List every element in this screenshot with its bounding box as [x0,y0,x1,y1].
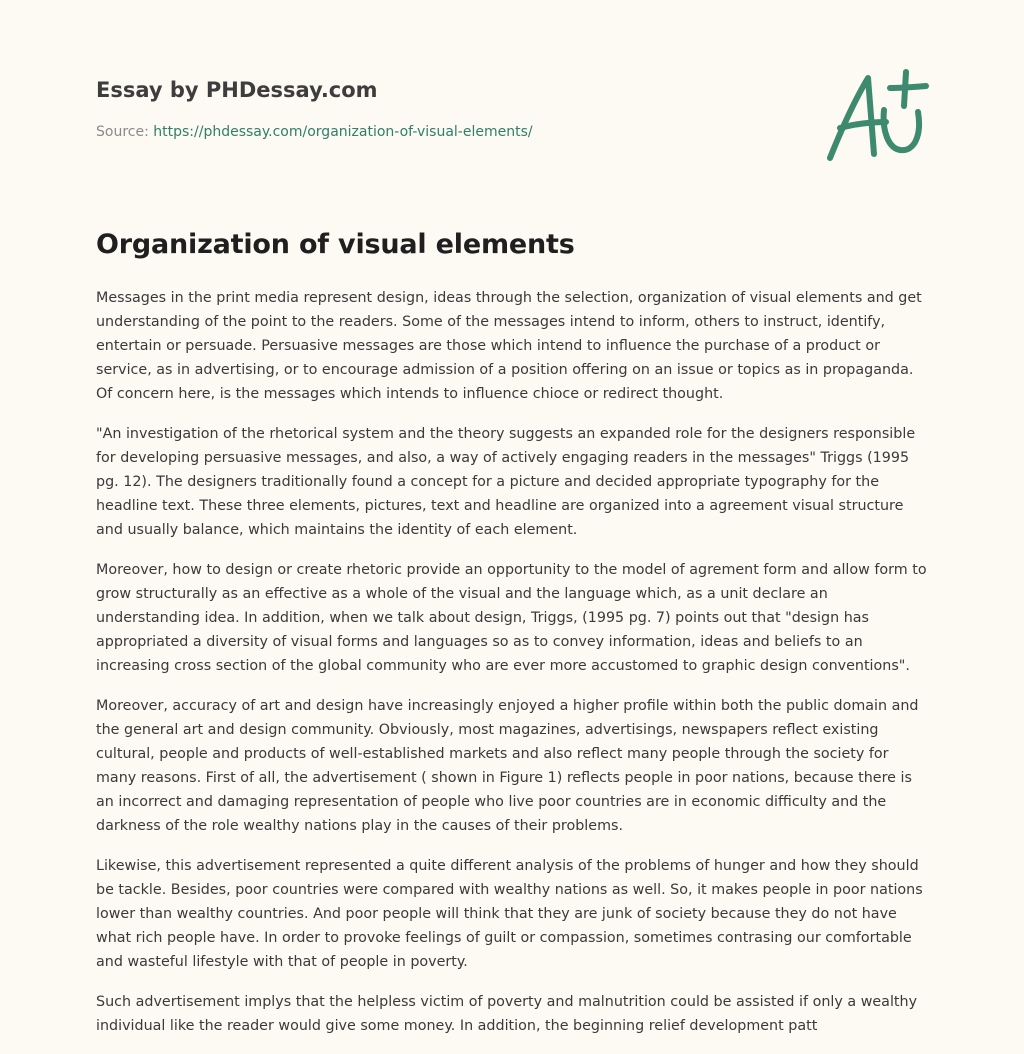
essay-paragraph: Moreover, how to design or create rhetoric provide an opportunity to the model of agrement form and allow form to grow structurally as an effective as a whole of the visual and the language which, as a unit declare an understanding idea. In addition, when we talk about design, Triggs, (1995 pg. 7) points out that "design has appropriated a diversity of visual forms and languages so as to convey information, ideas and beliefs to an increasing cross section of the global community who are ever more accustomed to graphic design conventions". [96,562,927,674]
site-title: Essay by PHDessay.com [96,78,378,102]
essay-title: Organization of visual elements [96,229,575,260]
essay-paragraph: Likewise, this advertisement represented a quite different analysis of the problems of hunger and how they should be tackle. Besides, poor countries were compared with wealthy nations as well. So, it makes people in poor nations lower than wealthy countries. And poor people will think that they are junk of society because they do not have what rich people have. In order to provoke feelings of guilt or compassion, sometimes contrasing our comfortable and wasteful lifestyle with that of people in poverty. [96,858,923,970]
essay-paragraph: Messages in the print media represent design, ideas through the selection, organization of visual elements and get understanding of the point to the readers. Some of the messages intend to inform, others to instruct, identify, entertain or persuade. Persuasive messages are those which intend to influence the purchase of a product or service, as in advertising, or to encourage admission of a position offering on an issue or topics as in propaganda. Of concern here, is the messages which intends to influence chioce or redirect thought. [96,290,922,402]
essay-paragraph: "An investigation of the rhetorical system and the theory suggests an expanded role for the designers responsible for developing persuasive messages, and also, a way of actively engaging readers in the messages" Triggs (1995 pg. 12). The designers traditionally found a concept for a picture and decided appropriate typography for the headline text. These three elements, pictures, text and headline are organized into a agreement visual structure and usually balance, which maintains the identity of each element. [96,426,916,538]
a-plus-logo-icon [822,66,932,166]
essay-body [96,286,932,1054]
source-label: Source: [96,124,154,140]
essay-paragraph: Such advertisement implys that the helpless victim of poverty and malnutrition could be assisted if only a wealthy individual like the reader would give some money. In addition, the beginning relief development patt [96,994,918,1034]
essay-paragraph: Moreover, accuracy of art and design have increasingly enjoyed a higher profile within both the public domain and the general art and design community. Obviously, most magazines, advertisings, newspapers reflect existing cultural, people and products of well-established markets and also reflect many people through the society for many reasons. First of all, the advertisement ( shown in Figure 1) reflects people in poor nations, because there is an incorrect and damaging representation of people who live poor countries are in economic difficulty and the darkness of the role wealthy nations play in the causes of their problems. [96,698,919,834]
source-line [96,122,796,142]
page-header [96,76,796,142]
source-link[interactable]: https://phdessay.com/organization-of-visual-elements/ [153,124,533,140]
